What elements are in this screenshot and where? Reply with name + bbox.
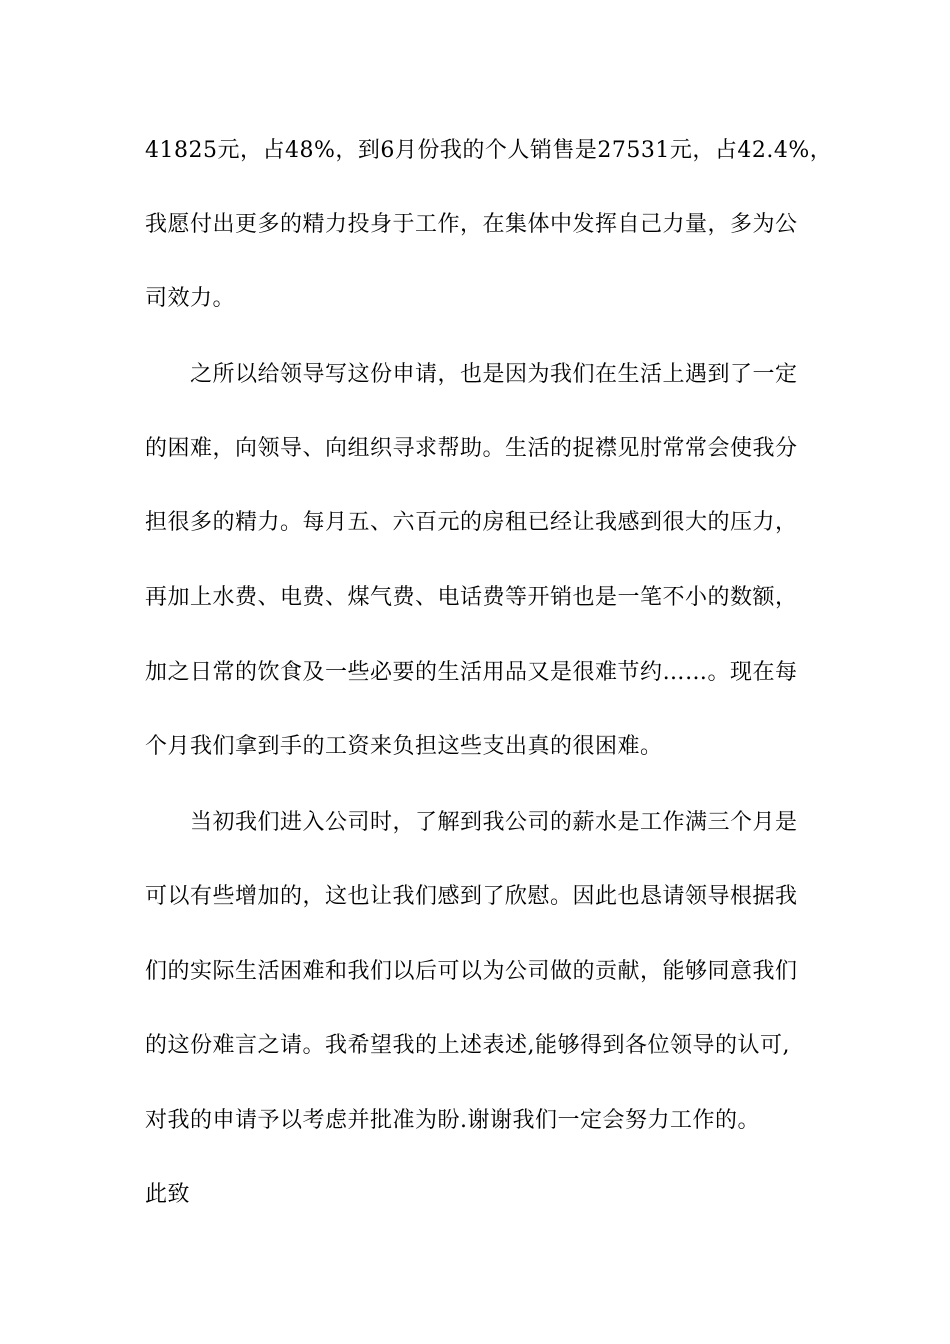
text-line: 个月我们拿到手的工资来负担这些支出真的很困难。 xyxy=(145,734,663,759)
text-line: 41825元，占48%，到6月份我的个人销售是27531元，占42.4%， xyxy=(145,138,833,163)
text-line: 的这份难言之请。我希望我的上述表述,能够得到各位领导的认可, xyxy=(145,1033,790,1058)
text-line: 加之日常的饮食及一些必要的生活用品又是很难节约……。现在每 xyxy=(145,660,798,685)
text-line: 我愿付出更多的精力投身于工作，在集体中发挥自己力量，多为公 xyxy=(145,212,798,237)
text-line: 的困难，向领导、向组织寻求帮助。生活的捉襟见肘常常会使我分 xyxy=(145,436,798,461)
paragraph-start-line: 当初我们进入公司时，了解到我公司的薪水是工作满三个月是 xyxy=(190,810,798,835)
paragraph-start-line: 之所以给领导写这份申请，也是因为我们在生活上遇到了一定 xyxy=(190,362,798,387)
text-line: 担很多的精力。每月五、六百元的房租已经让我感到很大的压力， xyxy=(145,510,798,535)
text-line: 对我的申请予以考虑并批准为盼.谢谢我们一定会努力工作的。 xyxy=(145,1108,760,1133)
text-line: 可以有些增加的，这也让我们感到了欣慰。因此也恳请领导根据我 xyxy=(145,884,798,909)
text-line: 再加上水费、电费、煤气费、电话费等开销也是一笔不小的数额， xyxy=(145,585,798,610)
text-line: 们的实际生活困难和我们以后可以为公司做的贡献，能够同意我们 xyxy=(145,959,798,984)
text-line: 司效力。 xyxy=(145,286,236,311)
closing-salutation: 此致 xyxy=(145,1182,191,1207)
